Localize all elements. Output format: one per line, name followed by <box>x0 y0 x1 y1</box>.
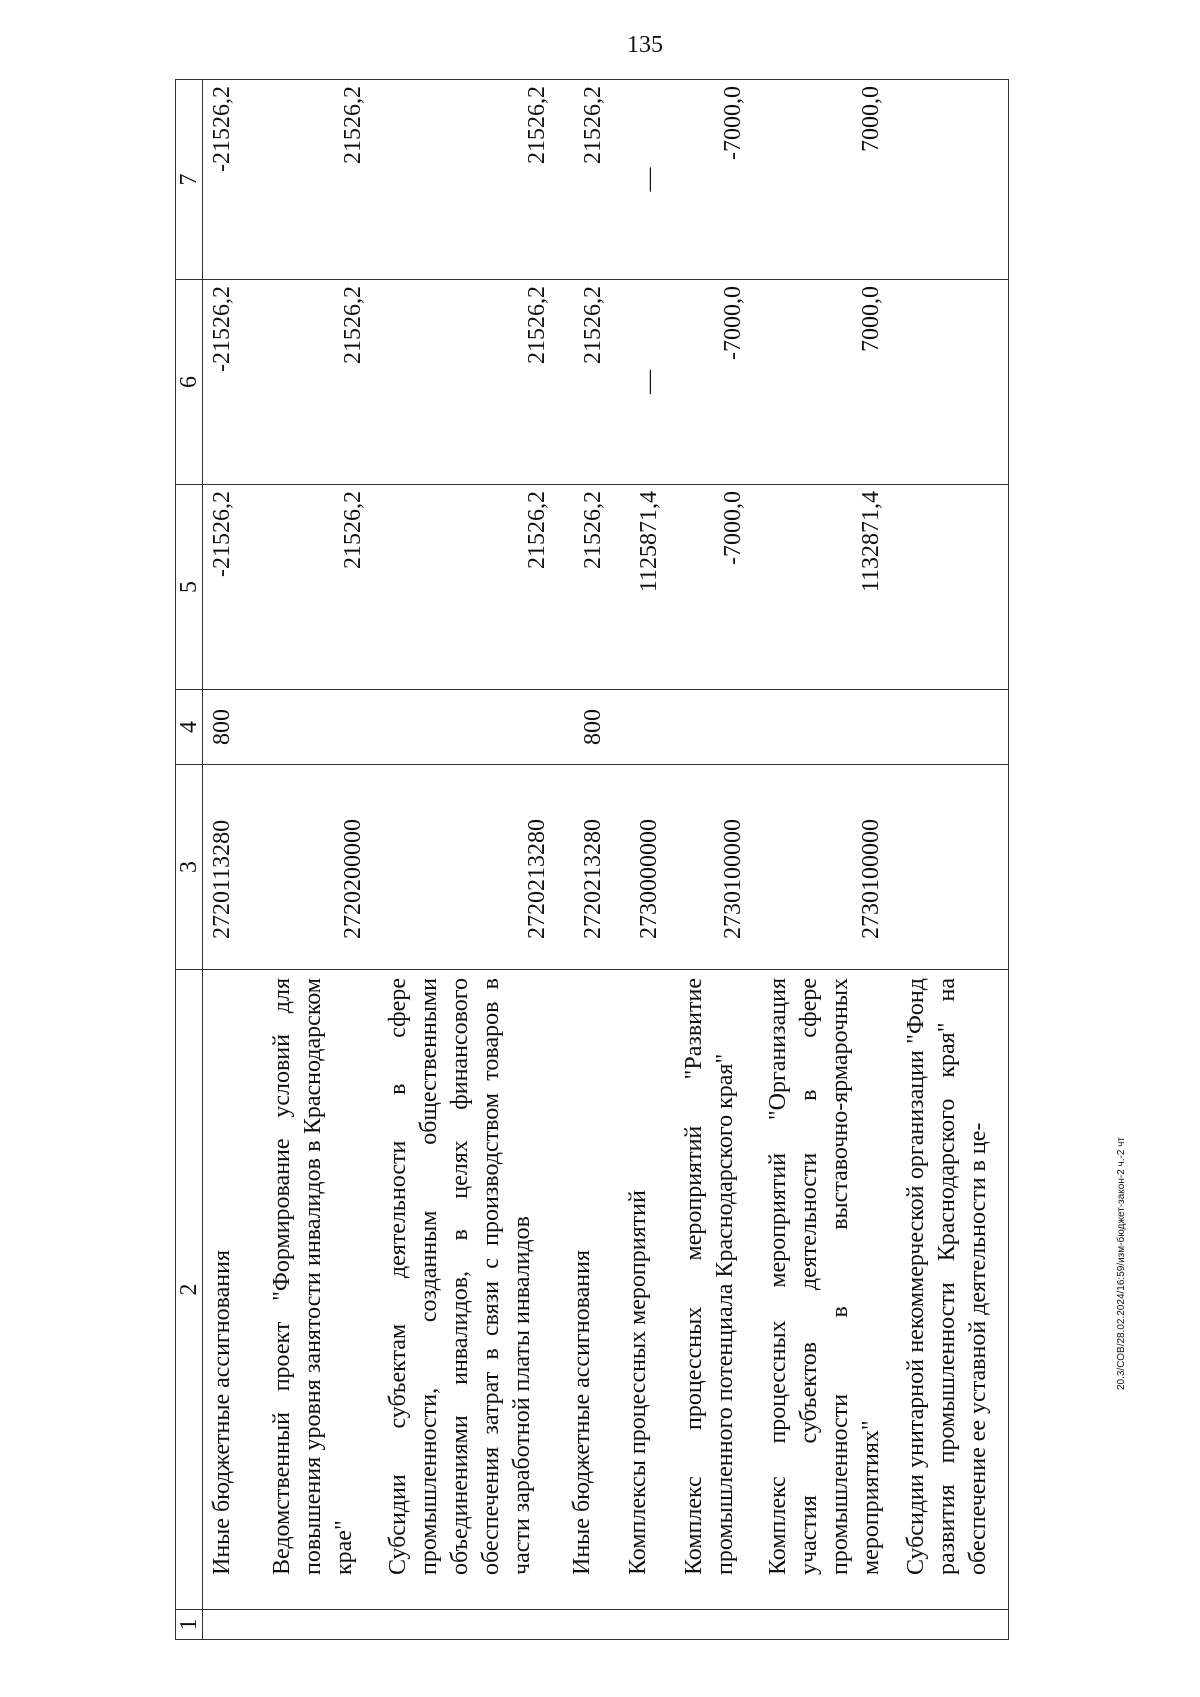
cell-code: 2730000000 <box>613 765 669 970</box>
table-row <box>373 80 557 1640</box>
cell-type <box>257 690 373 765</box>
cell-code: 2720213280 <box>373 765 557 970</box>
cell-value-7: 21526,2 <box>557 80 613 280</box>
table-row <box>613 80 669 1640</box>
cell-type <box>891 690 1009 765</box>
cell-value-5: 21526,2 <box>373 485 557 690</box>
cell-value-6: 21526,2 <box>373 280 557 485</box>
cell-type: 800 <box>557 690 613 765</box>
cell-value-6: 21526,2 <box>257 280 373 485</box>
table-row <box>753 80 891 1640</box>
cell-value-7: 21526,2 <box>373 80 557 280</box>
table-row <box>203 80 257 1640</box>
column-header: 2 <box>176 970 203 1610</box>
cell-value-7: -21526,2 <box>203 80 257 280</box>
cell-value-5: 21526,2 <box>557 485 613 690</box>
cell-type <box>373 690 557 765</box>
column-header: 3 <box>176 765 203 970</box>
cell-name: Иные бюджетные ассигнования <box>203 970 257 1610</box>
cell-name: Комплексы процессных мероприятий <box>613 970 669 1610</box>
column-header: 4 <box>176 690 203 765</box>
cell-value-5: -7000,0 <box>669 485 753 690</box>
cell-col1 <box>373 1610 557 1640</box>
cell-value-5: -21526,2 <box>203 485 257 690</box>
cell-col1 <box>203 1610 257 1640</box>
rotated-table-container <box>175 80 1075 1640</box>
cell-col1 <box>753 1610 891 1640</box>
cell-name: Ведомственный проект "Формирование условий для повышения уровня занятости инвалидов в Краснодарском крае" <box>257 970 373 1610</box>
cell-col1 <box>669 1610 753 1640</box>
cell-value-5 <box>891 485 1009 690</box>
cell-name: Субсидии унитарной некоммерческой организации "Фонд развития промышленности Краснодарского края" на обеспечение ее уставной деятельности в це- <box>891 970 1009 1610</box>
cell-type: 800 <box>203 690 257 765</box>
page-number: 135 <box>627 32 663 58</box>
cell-code: 2730100000 <box>669 765 753 970</box>
cell-value-5: 1132871,4 <box>753 485 891 690</box>
cell-name: Иные бюджетные ассигнования <box>557 970 613 1610</box>
cell-type <box>669 690 753 765</box>
cell-type <box>613 690 669 765</box>
cell-col1 <box>613 1610 669 1640</box>
cell-value-6: -7000,0 <box>669 280 753 485</box>
cell-type <box>753 690 891 765</box>
cell-name: Комплекс процессных мероприятий "Развитие промышленного потенциала Краснодарского края" <box>669 970 753 1610</box>
cell-value-6: — <box>613 280 669 485</box>
footer-code: 20.3/СОВ/28.02.2024/16:59/изм-бюджет-закон-2 ч.-2 чт <box>1116 1137 1127 1390</box>
table-row <box>557 80 613 1640</box>
cell-code <box>891 765 1009 970</box>
cell-value-6: -21526,2 <box>203 280 257 485</box>
cell-value-5: 21526,2 <box>257 485 373 690</box>
cell-value-6: 7000,0 <box>753 280 891 485</box>
table-row <box>257 80 373 1640</box>
cell-name: Комплекс процессных мероприятий "Организация участия субъектов деятельности в сфере промышленности в выставочно-ярмарочных мероприятиях" <box>753 970 891 1610</box>
cell-value-6: 21526,2 <box>557 280 613 485</box>
cell-value-7: -7000,0 <box>669 80 753 280</box>
cell-value-7: 7000,0 <box>753 80 891 280</box>
cell-col1 <box>891 1610 1009 1640</box>
column-header: 5 <box>176 485 203 690</box>
cell-value-7: 21526,2 <box>257 80 373 280</box>
cell-code: 2730100000 <box>753 765 891 970</box>
cell-col1 <box>257 1610 373 1640</box>
cell-code: 2720200000 <box>257 765 373 970</box>
cell-value-7: — <box>613 80 669 280</box>
cell-name: Субсидии субъектам деятельности в сфере промышленности, созданным общественными объединениями инвалидов, в целях финансового обеспечения затрат в связи с производством товаров в части заработной платы инвалидов <box>373 970 557 1610</box>
column-header: 7 <box>176 80 203 280</box>
cell-code: 2720213280 <box>557 765 613 970</box>
table-row <box>891 80 1009 1640</box>
budget-table <box>175 79 1009 1640</box>
column-header: 1 <box>176 1610 203 1640</box>
header-row <box>176 80 203 1640</box>
cell-col1 <box>557 1610 613 1640</box>
cell-value-6 <box>891 280 1009 485</box>
column-header: 6 <box>176 280 203 485</box>
cell-code: 2720113280 <box>203 765 257 970</box>
cell-value-5: 1125871,4 <box>613 485 669 690</box>
cell-value-7 <box>891 80 1009 280</box>
table-row <box>669 80 753 1640</box>
